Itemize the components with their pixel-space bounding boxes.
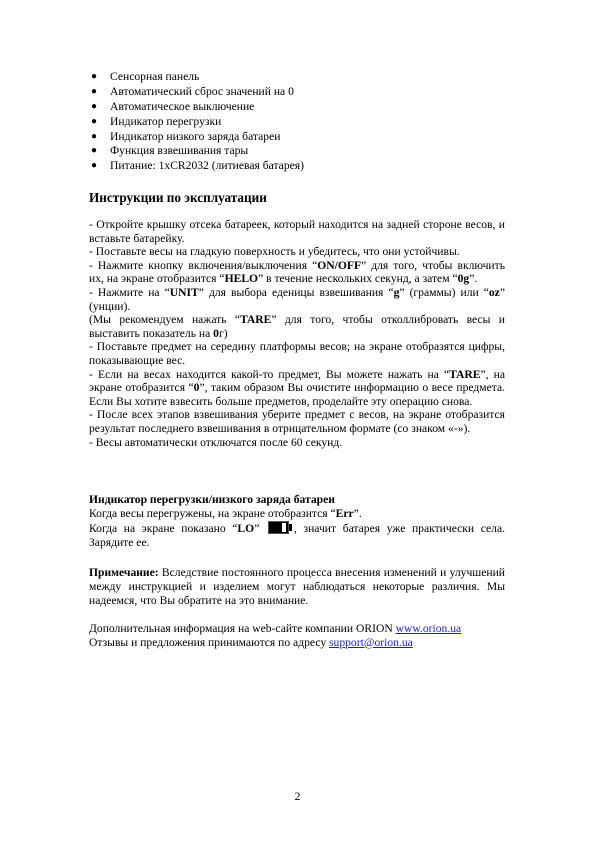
contacts-section (89, 622, 461, 649)
bullet-icon: ● (91, 85, 98, 97)
indicator-section (89, 493, 505, 550)
indicator-title: Индикатор перегрузки/низкого заряда батареи (89, 493, 335, 506)
website-link[interactable]: www.orion.ua (395, 622, 462, 635)
list-item: ● Автоматическое выключение (91, 99, 255, 113)
instruction-paragraph: - Весы автоматически отключатся после 60 секунд. (89, 435, 343, 449)
list-item: ● Автоматический сброс значений на 0 (91, 84, 294, 98)
bullet-icon: ● (91, 145, 98, 157)
instruction-paragraph: - Если на весах находится какой-то предмет, Вы можете нажать на “TARE”, на экране отобразится “0”, таким образом Вы очистите информацию о весе предмета. Если Вы хотите взвесить больше предметов, проделайте эту операцию снова. (89, 367, 506, 408)
section-heading-instructions: Инструкции по эксплуатации (89, 190, 267, 205)
bullet-icon: ● (91, 71, 98, 82)
bullet-icon: ● (91, 130, 98, 142)
instructions-body (89, 218, 505, 449)
list-item: ● Индикатор низкого заряда батареи (91, 129, 281, 143)
list-item: ● Функция взвешивания тары (91, 144, 249, 158)
battery-low-icon (268, 521, 292, 534)
feature-list (89, 70, 304, 174)
instruction-paragraph: - Поставьте предмет на середину платформы весов; на экране отобразятся цифры, показывающие вес. (89, 340, 505, 367)
list-item: ● Сенсорная панель (91, 70, 200, 83)
list-item: ● Индикатор перегрузки (91, 114, 222, 128)
page-number: 2 (294, 790, 301, 803)
list-item: ● Питание: 1xCR2032 (литиевая батарея) (91, 159, 304, 173)
instruction-paragraph: - Нажмите кнопку включения/выключения “ON/OFF” для того, чтобы включить их, на экране отобразится “HELO” в течение нескольких секунд, а затем “0g”. (89, 258, 505, 286)
note-paragraph: Примечание: Вследствие постоянного процесса внесения изменений и улучшений между инструкцией и изделием могут наблюдаться некоторые различия. Мы надеемся, что Вы обратите на это внимание. (89, 566, 505, 608)
bullet-icon: ● (91, 100, 98, 112)
instruction-paragraph: (Мы рекомендуем нажать “TARE” для того, чтобы отколлибровать весы и выставить показатель на 0г) (89, 313, 505, 340)
bullet-icon: ● (91, 160, 98, 172)
note-label: Примечание: (89, 566, 159, 579)
instruction-paragraph: - Поставьте весы на гладкую поверхность и убедитесь, что они устойчивы. (89, 245, 460, 259)
low-battery-text: Когда на экране показано “LO” , значит батарея уже практически села. Зарядите ее. (89, 521, 506, 549)
overload-text: Когда весы перегружены, на экране отобразится “Err”. (89, 506, 362, 520)
website-line: Дополнительная информация на web-сайте компании ORION www.orion.ua (89, 622, 462, 635)
feedback-line: Отзывы и предложения принимаются по адресу support@orion.ua (89, 635, 413, 649)
instruction-paragraph: - Нажмите на “UNIT” для выбора еденицы взвешивания “g” (граммы) или “oz” (унции). (89, 285, 505, 313)
instruction-paragraph: - Откройте крышку отсека батареек, который находится на задней стороне весов, и вставьте батарейку. (89, 218, 505, 245)
email-link[interactable]: support@orion.ua (329, 635, 413, 649)
bullet-icon: ● (91, 115, 98, 127)
instruction-paragraph: - После всех этапов взвешивания уберите предмет с весов, на экране отобразится результат последнего взвешивания в отрицательном формате (со знаком «-»). (89, 408, 505, 435)
